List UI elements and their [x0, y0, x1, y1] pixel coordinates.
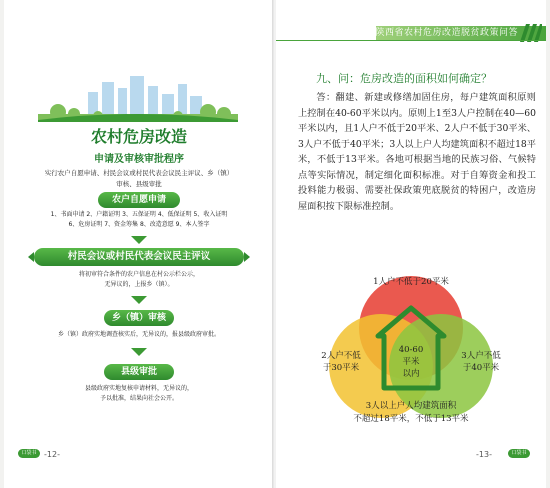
- step-village-review-text: 村民会议或村民代表会议民主评议: [67, 251, 211, 262]
- step-county-item-1: 县级政府实地复核申请材料，无异议的，: [84, 385, 193, 392]
- step-apply-item-1: 1、书面申请 2、户籍证明 3、五保证明 4、低保证明 5、收入证明: [50, 211, 228, 218]
- down-arrow-icon: [131, 348, 147, 356]
- arrow-right-icon: [244, 252, 250, 262]
- left-page-number: -12-: [44, 450, 60, 459]
- down-arrow-icon: [131, 296, 147, 304]
- venn-label-bottom-1: 3人以上户人均建筑面积: [365, 401, 457, 411]
- venn-label-left-2: 于30平米: [322, 363, 360, 373]
- step-township-item-1: 乡（镇）政府实地调查核实后，无异议的，报县级政府审批。: [57, 331, 220, 338]
- question-title: 九、问：危房改造的面积如何确定？: [316, 72, 492, 85]
- step-county-item-2: 予以批准，结果向社会公开。: [99, 395, 178, 402]
- right-page-number: -13-: [476, 450, 492, 459]
- header-rule: [276, 40, 546, 41]
- venn-label-top: 1人户不低于20平米: [373, 277, 449, 287]
- step-village-item-2: 无异议的，上报乡（镇）。: [104, 281, 174, 288]
- venn-label-center-3: 以内: [402, 369, 420, 379]
- venn-label-right-1: 3人户不低: [461, 351, 501, 361]
- step-county-label: 县级审批: [104, 364, 174, 380]
- step-apply-label: 农户自愿申请: [98, 192, 180, 208]
- header-title: 陕西省农村危房改造脱贫政策问答: [375, 28, 518, 38]
- left-page-badge: 口袋书: [18, 449, 40, 458]
- area-standard-venn-diagram: [286, 270, 536, 440]
- venn-label-right-2: 于40平米: [462, 363, 500, 373]
- down-arrow-icon: [131, 236, 147, 244]
- venn-label-bottom-2: 不超过18平米，不低于13平米: [353, 414, 469, 424]
- step-village-item-1: 将初审符合条件的农户信息在村公示栏公示，: [78, 271, 199, 278]
- left-page-title: 农村危房改造: [90, 127, 187, 146]
- answer-text: 答：翻建、新建或修缮加固住房，每户建筑面积原则上控制在40-60平米以内。原则上1至3人户控制在40—60平米以内，且1人户不低于20平米、2人户不低于30平米、3人户不低于40平米；3人以上户人均建筑面积不超过18平米，不低于13平米。各地可根据当地的民族习俗、气候特点等实际情况，制定细化面积标准。对于自筹资金和投工投料能力极弱、需要社保政策兜底脱贫的特困户，改造房屋面积按下限标准控制。: [298, 92, 536, 212]
- step-township-label: 乡（镇）审核: [104, 310, 174, 326]
- arrow-left-icon: [28, 252, 34, 262]
- procedure-description: 实行农户自愿申请、村民会议或村民代表会议民主评议、乡（镇）审核、县级审批: [44, 169, 234, 188]
- city-skyline-illustration: [38, 74, 238, 122]
- right-page-badge: 口袋书: [508, 449, 530, 458]
- step-village-review-label: [34, 248, 244, 266]
- left-page-subtitle: 申请及审核审批程序: [94, 154, 184, 165]
- left-page: [4, 0, 274, 488]
- venn-label-left-1: 2人户不低: [321, 351, 361, 361]
- venn-label-center-2: 平米: [402, 357, 420, 367]
- venn-label-center-1: 40-60: [398, 345, 424, 355]
- right-page: [276, 0, 546, 488]
- step-apply-item-2: 6、危房证明 7、资金筹集 8、改造意愿 9、本人签字: [68, 221, 210, 228]
- page-header: [276, 22, 546, 44]
